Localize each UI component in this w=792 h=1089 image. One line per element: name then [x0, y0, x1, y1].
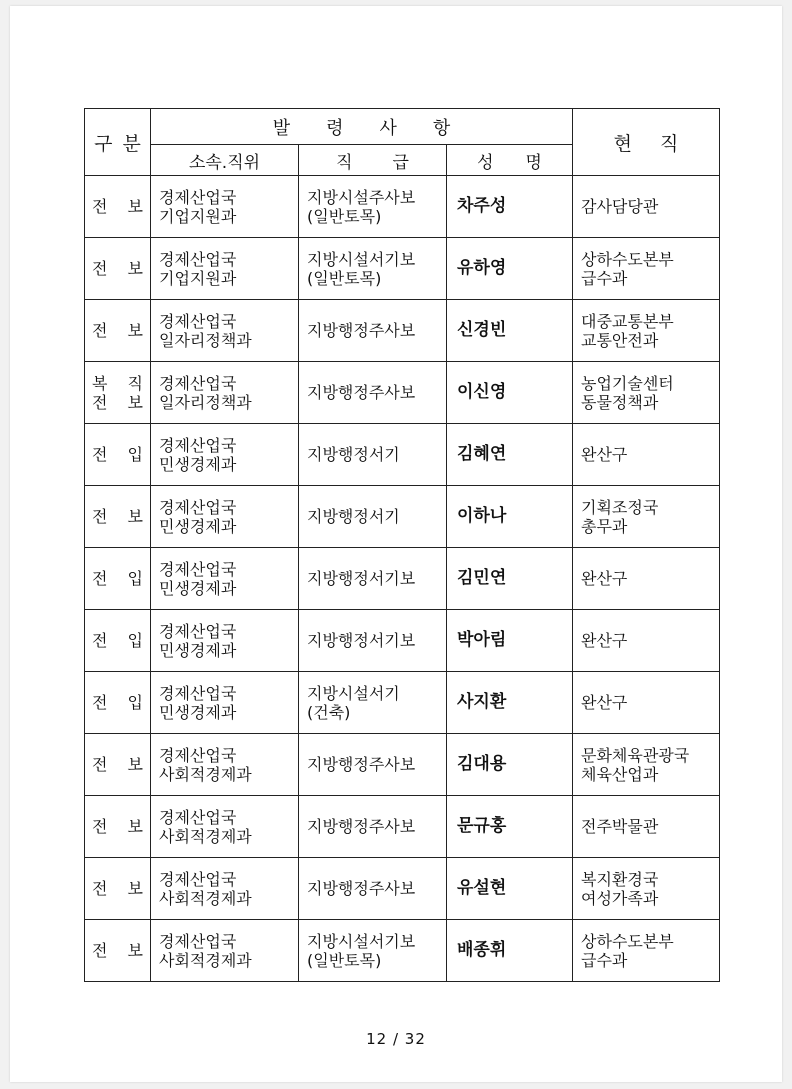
table-row	[85, 610, 720, 672]
classification-cell	[85, 486, 163, 548]
name-cell	[447, 176, 573, 238]
current-position-text: 급수과	[581, 950, 628, 970]
current-position-text: 상하수도본부	[581, 249, 674, 269]
current-position-cell	[573, 672, 720, 734]
current-position-text: 농업기술센터	[581, 373, 674, 393]
classification-cell	[85, 362, 163, 424]
affiliation-cell	[151, 610, 299, 672]
table-row	[85, 362, 720, 424]
header-rank: 직급	[299, 145, 447, 176]
affiliation-text: 민생경제과	[159, 640, 237, 660]
rank-text: 지방행정서기보	[307, 569, 416, 588]
affiliation-text: 경제산업국	[159, 745, 237, 765]
affiliation-text: 경제산업국	[159, 249, 237, 269]
person-name: 김혜연	[457, 444, 507, 464]
affiliation-cell	[151, 486, 299, 548]
classification-cell	[85, 858, 163, 920]
classification-cell	[85, 300, 163, 362]
person-name: 차주성	[457, 196, 507, 216]
rank-cell	[299, 486, 447, 548]
affiliation-text: 기업지원과	[159, 268, 237, 288]
name-cell	[447, 238, 573, 300]
current-position-text: 전주박물관	[581, 817, 659, 836]
rank-cell	[299, 300, 447, 362]
person-name: 유설현	[457, 878, 507, 898]
affiliation-text: 경제산업국	[159, 187, 237, 207]
rank-text: 지방행정서기	[307, 445, 400, 464]
rank-text: 지방시설서기보	[307, 931, 416, 951]
name-cell	[447, 610, 573, 672]
current-position-text: 복지환경국	[581, 869, 659, 889]
page-number: 12 / 32	[366, 1030, 426, 1048]
affiliation-text: 민생경제과	[159, 454, 237, 474]
current-position-text: 교통안전과	[581, 330, 659, 350]
rank-cell	[299, 176, 447, 238]
rank-text: 지방행정주사보	[307, 383, 416, 402]
affiliation-text: 경제산업국	[159, 559, 237, 579]
classification-cell	[85, 610, 163, 672]
rank-text: 지방시설서기보	[307, 249, 416, 269]
affiliation-cell	[151, 858, 299, 920]
rank-text: 지방행정서기보	[307, 631, 416, 650]
current-position-text: 체육산업과	[581, 764, 659, 784]
table-row	[85, 238, 720, 300]
rank-text: 지방행정주사보	[307, 755, 416, 774]
current-position-text: 완산구	[581, 631, 628, 650]
current-position-cell	[573, 920, 720, 982]
affiliation-cell	[151, 548, 299, 610]
rank-cell	[299, 238, 447, 300]
rank-text: 지방시설주사보	[307, 187, 416, 207]
table-row	[85, 734, 720, 796]
person-name: 이하나	[457, 506, 507, 526]
current-position-text: 감사담당관	[581, 197, 659, 216]
rank-text: 지방시설서기	[307, 683, 400, 703]
classification-cell	[85, 176, 163, 238]
classification-text: 전보	[92, 755, 163, 774]
rank-text: 지방행정주사보	[307, 817, 416, 836]
header-affiliation: 소속.직위	[151, 145, 299, 176]
current-position-cell	[573, 424, 720, 486]
affiliation-text: 사회적경제과	[159, 950, 252, 970]
table-row	[85, 486, 720, 548]
table-row	[85, 858, 720, 920]
rank-cell	[299, 424, 447, 486]
person-name: 김민연	[457, 568, 507, 588]
current-position-text: 대중교통본부	[581, 311, 674, 331]
classification-text: 전보	[92, 507, 163, 526]
person-name: 유하영	[457, 258, 507, 278]
affiliation-text: 경제산업국	[159, 621, 237, 641]
current-position-cell	[573, 548, 720, 610]
current-position-cell	[573, 734, 720, 796]
table-row	[85, 672, 720, 734]
classification-cell	[85, 548, 163, 610]
person-name: 이신영	[457, 382, 507, 402]
affiliation-text: 경제산업국	[159, 869, 237, 889]
rank-cell	[299, 548, 447, 610]
rank-cell	[299, 362, 447, 424]
current-position-text: 상하수도본부	[581, 931, 674, 951]
current-position-cell	[573, 362, 720, 424]
header-appointment: 발령사항	[151, 109, 573, 145]
current-position-text: 문화체육관광국	[581, 745, 690, 765]
name-cell	[447, 300, 573, 362]
current-position-text: 동물정책과	[581, 392, 659, 412]
current-position-cell	[573, 238, 720, 300]
current-position-text: 총무과	[581, 516, 628, 536]
affiliation-text: 사회적경제과	[159, 764, 252, 784]
person-name: 김대용	[457, 754, 507, 774]
name-cell	[447, 796, 573, 858]
classification-text: 전보	[92, 879, 163, 898]
rank-text: (일반토목)	[307, 206, 382, 226]
classification-text: 전보	[92, 941, 163, 960]
rank-cell	[299, 858, 447, 920]
rank-text: 지방행정주사보	[307, 879, 416, 898]
affiliation-text: 경제산업국	[159, 497, 237, 517]
current-position-text: 기획조정국	[581, 497, 659, 517]
table-row	[85, 176, 720, 238]
affiliation-text: 사회적경제과	[159, 826, 252, 846]
classification-text: 전입	[92, 569, 163, 588]
affiliation-cell	[151, 300, 299, 362]
rank-text: (건축)	[307, 702, 351, 722]
affiliation-cell	[151, 796, 299, 858]
current-position-cell	[573, 176, 720, 238]
classification-text: 전입	[92, 631, 163, 650]
affiliation-text: 경제산업국	[159, 931, 237, 951]
affiliation-text: 사회적경제과	[159, 888, 252, 908]
affiliation-text: 경제산업국	[159, 373, 237, 393]
affiliation-cell	[151, 238, 299, 300]
affiliation-text: 민생경제과	[159, 516, 237, 536]
classification-text: 전보	[92, 259, 163, 278]
current-position-cell	[573, 300, 720, 362]
affiliation-text: 경제산업국	[159, 683, 237, 703]
current-position-text: 완산구	[581, 693, 628, 712]
name-cell	[447, 920, 573, 982]
affiliation-cell	[151, 672, 299, 734]
rank-text: 지방행정주사보	[307, 321, 416, 340]
current-position-text: 완산구	[581, 569, 628, 588]
classification-cell	[85, 672, 163, 734]
classification-cell	[85, 424, 163, 486]
current-position-text: 여성가족과	[581, 888, 659, 908]
classification-cell	[85, 796, 163, 858]
table-row	[85, 300, 720, 362]
classification-text: 복직	[92, 373, 163, 393]
rank-cell	[299, 734, 447, 796]
affiliation-cell	[151, 920, 299, 982]
affiliation-cell	[151, 424, 299, 486]
affiliation-text: 일자리정책과	[159, 330, 252, 350]
rank-cell	[299, 610, 447, 672]
rank-text: 지방행정서기	[307, 507, 400, 526]
classification-text: 전보	[92, 321, 163, 340]
classification-cell	[85, 238, 163, 300]
document-page	[10, 6, 782, 1082]
affiliation-cell	[151, 362, 299, 424]
rank-text: (일반토목)	[307, 950, 382, 970]
name-cell	[447, 858, 573, 920]
name-cell	[447, 486, 573, 548]
rank-cell	[299, 672, 447, 734]
rank-cell	[299, 796, 447, 858]
affiliation-text: 경제산업국	[159, 435, 237, 455]
affiliation-text: 민생경제과	[159, 702, 237, 722]
header-gubun: 구 분	[85, 109, 151, 176]
personnel-table	[84, 108, 720, 982]
affiliation-cell	[151, 176, 299, 238]
classification-text: 전보	[92, 817, 163, 836]
affiliation-text: 경제산업국	[159, 807, 237, 827]
header-current-position: 현직	[573, 109, 720, 176]
person-name: 문규홍	[457, 816, 507, 836]
classification-text: 전보	[92, 392, 163, 412]
rank-text: (일반토목)	[307, 268, 382, 288]
person-name: 사지환	[457, 692, 507, 712]
person-name: 신경빈	[457, 320, 507, 340]
name-cell	[447, 548, 573, 610]
rank-cell	[299, 920, 447, 982]
current-position-text: 완산구	[581, 445, 628, 464]
current-position-cell	[573, 858, 720, 920]
header-name: 성명	[447, 145, 573, 176]
affiliation-cell	[151, 734, 299, 796]
classification-cell	[85, 920, 163, 982]
person-name: 배종휘	[457, 940, 507, 960]
affiliation-text: 민생경제과	[159, 578, 237, 598]
current-position-cell	[573, 610, 720, 672]
table-row	[85, 424, 720, 486]
table-row	[85, 920, 720, 982]
table-row	[85, 548, 720, 610]
table-row	[85, 796, 720, 858]
name-cell	[447, 424, 573, 486]
affiliation-text: 경제산업국	[159, 311, 237, 331]
name-cell	[447, 734, 573, 796]
classification-text: 전입	[92, 693, 163, 712]
current-position-text: 급수과	[581, 268, 628, 288]
affiliation-text: 일자리정책과	[159, 392, 252, 412]
affiliation-text: 기업지원과	[159, 206, 237, 226]
current-position-cell	[573, 796, 720, 858]
name-cell	[447, 672, 573, 734]
classification-cell	[85, 734, 163, 796]
classification-text: 전보	[92, 197, 163, 216]
person-name: 박아림	[457, 630, 507, 650]
current-position-cell	[573, 486, 720, 548]
name-cell	[447, 362, 573, 424]
classification-text: 전입	[92, 445, 163, 464]
